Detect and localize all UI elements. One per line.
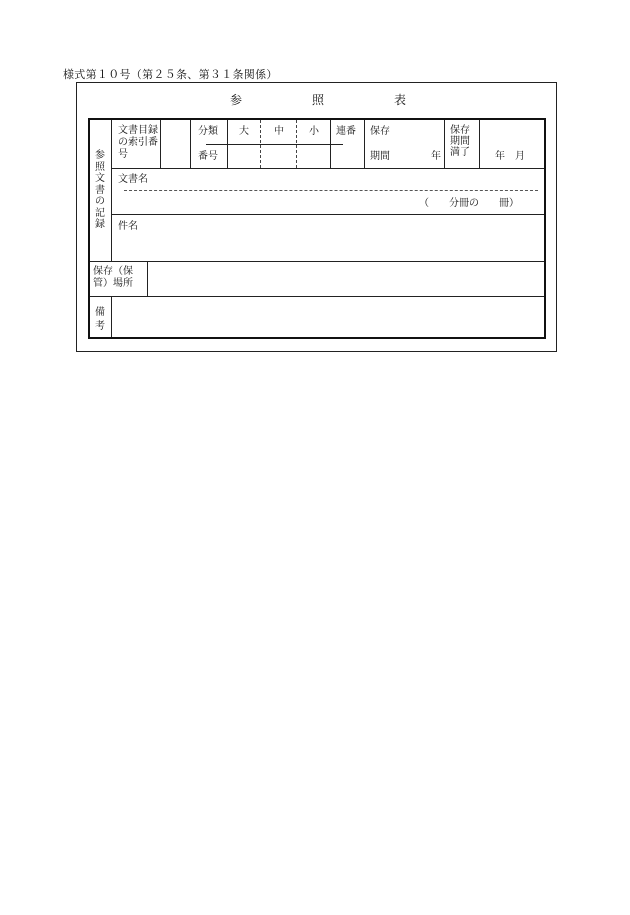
retention-year-unit: 年 [431,151,441,162]
remarks-label: 備考 [95,307,105,332]
retention-expiry-label: 保存期間満了 [450,125,470,158]
rule-v4 [330,120,331,168]
rule-v7 [479,120,480,168]
rule-remarks-label-right [111,296,112,337]
document-name-dotted-line [124,190,538,191]
class-small: 小 [309,126,319,137]
rule-header-bottom [111,168,544,169]
rule-v6 [444,120,445,168]
class-label-top: 分類 [198,126,218,137]
retention-label-top: 保存 [370,126,390,137]
rule-storage-label-right [147,261,148,296]
outer-frame [76,82,557,352]
volume-note: （ 分冊の 冊） [419,198,519,209]
document-name-label: 文書名 [118,174,148,185]
form-number: 様式第１０号（第２５条、第３１条関係） [63,68,278,81]
rule-v2 [190,120,191,168]
expiry-year-month: 年 月 [495,151,525,162]
title-char-1: 参 [230,93,243,107]
title-char-2: 照 [312,93,325,107]
rule-v1 [160,120,161,168]
case-name-label: 件名 [118,221,138,232]
rule-record-label-right [111,120,112,261]
rule-dashed-2 [296,120,297,168]
rule-docname-bottom [111,214,544,215]
rule-v3 [227,120,228,168]
storage-location-label: 保存（保管）場所 [93,266,133,289]
serial-label: 連番 [336,126,356,137]
reference-table [88,118,546,339]
record-label: 参照文書の記録 [95,150,105,230]
rule-storage-bottom [90,296,544,297]
class-medium: 中 [274,126,284,137]
rule-v5 [364,120,365,168]
class-large: 大 [239,126,249,137]
title-char-3: 表 [394,93,407,107]
rule-record-bottom [90,261,544,262]
rule-dashed-1 [260,120,261,168]
index-number-label: 文書目録の索引番号 [118,125,158,160]
retention-label-bottom: 期間 [370,151,390,162]
class-label-bottom: 番号 [198,151,218,162]
